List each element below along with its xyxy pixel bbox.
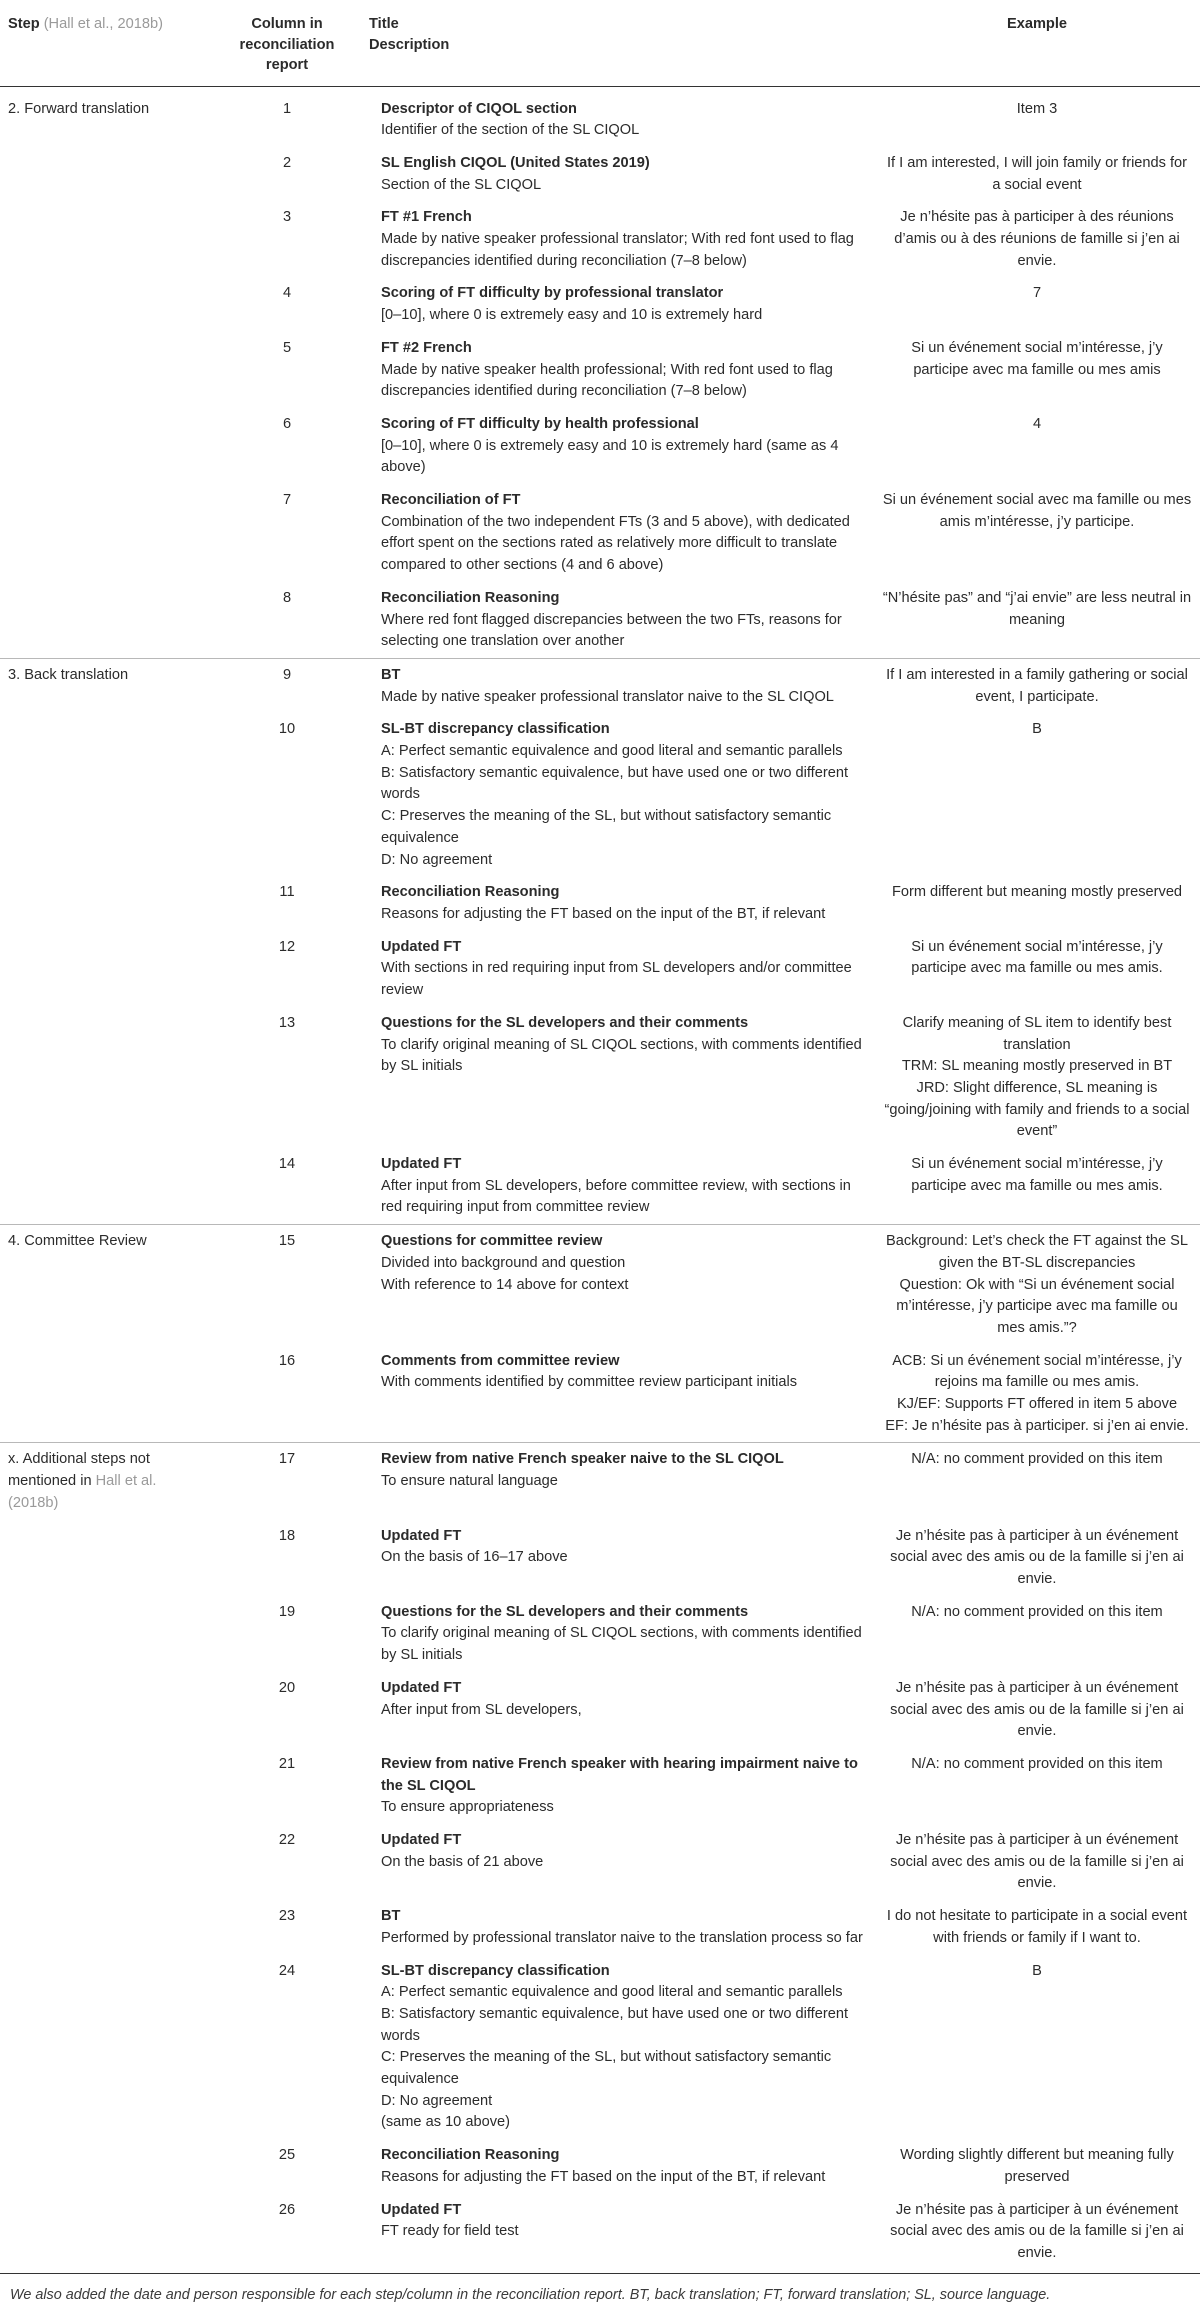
example-cell [874,1443,1200,1520]
table-row [0,1345,1200,1443]
column-number: 16 [278,1352,296,1369]
example-line: Si un événement social avec ma famille ou mes amis m’intéresse, j’y participe. [882,492,1192,530]
row-description-line: Combination of the two independent FTs (3 and 5 above), with dedicated effort spent on the sections rated as relatively more difficult to translate compared to other sections (4 and 6 above) [381,513,850,574]
example-cell [874,484,1200,582]
table-row [0,86,1200,147]
row-description-line: [0–10], where 0 is extremely easy and 10 is extremely hard [381,307,763,324]
table-row [0,582,1200,659]
example-line: TRM: SL meaning mostly preserved in BT [901,1058,1173,1075]
row-description-line: Reasons for adjusting the FT based on the input of the BT, if relevant [381,2168,826,2185]
step-label: 2. Forward translation [8,100,150,117]
header-title-description [361,0,874,86]
step-cell [0,1007,213,1148]
row-title: Updated FT [381,1679,462,1696]
row-title: Questions for committee review [381,1233,603,1250]
column-number: 9 [213,658,361,713]
column-number: 8 [282,589,292,606]
example-cell [874,408,1200,484]
step-reference: Hall et al. (2018b) [8,1473,157,1511]
column-number: 3 [282,209,292,226]
row-description-line: D: No agreement [381,2092,493,2109]
column-number: 1 [282,100,292,117]
column-number: 21 [278,1755,296,1772]
title-description-cell [361,1672,874,1748]
title-description-cell [361,931,874,1007]
table-row [0,1824,1200,1900]
row-description-line: Identifier of the section of the SL CIQOL [381,122,640,139]
example-cell [874,1955,1200,2140]
header-step [0,0,213,86]
example-cell [874,713,1200,876]
example-line: Si un événement social m’intéresse, j’y participe avec ma famille ou mes amis. [911,938,1163,977]
row-description-line: FT ready for field test [381,2223,519,2240]
example-line: Clarify meaning of SL item to identify best translation [902,1014,1172,1053]
step-cell [0,1824,213,1900]
title-description-cell [361,582,874,659]
step-cell [0,876,213,930]
example-cell [874,876,1200,930]
row-description-line: With comments identified by committee review participant initials [381,1374,798,1391]
table-row [0,876,1200,930]
row-title: Updated FT [381,1527,462,1544]
row-description-line: D: No agreement [381,851,493,868]
title-description-cell [361,1748,874,1824]
table-row [0,1007,1200,1148]
row-title: FT #1 French [381,209,472,226]
row-title: BT [381,666,401,683]
title-description-cell [361,658,874,713]
column-number: 22 [278,1832,296,1849]
example-line: If I am interested in a family gathering or social event, I participate. [886,666,1188,705]
table-row [0,713,1200,876]
step-cell [0,1672,213,1748]
row-title: SL-BT discrepancy classification [381,721,610,738]
step-cell [0,1596,213,1672]
example-line: Question: Ok with “Si un événement social m’intéresse, j’y participe avec ma famille ou mes amis.”? [896,1276,1178,1336]
column-number: 26 [213,2194,361,2274]
column-number: 18 [278,1527,296,1544]
title-description-cell [361,277,874,331]
example-cell [874,332,1200,408]
column-number: 7 [282,492,292,509]
example-line: N/A: no comment provided on this item [911,1451,1163,1468]
step-cell [0,1225,213,1345]
table-row [0,1443,1200,1520]
example-line: If I am interested, I will join family or friends for a social event [886,154,1188,193]
example-cell [874,1520,1200,1596]
title-description-cell [361,2139,874,2193]
title-description-cell [361,147,874,201]
step-cell [0,1443,213,1520]
title-description-cell [361,408,874,484]
column-number: 20 [278,1679,296,1696]
example-line: Form different but meaning mostly preserved [891,884,1183,901]
column-number: 2 [282,154,292,171]
example-line: JRD: Slight difference, SL meaning is “going/joining with family and friends to a social event” [884,1079,1190,1140]
example-cell [874,1148,1200,1225]
step-cell [0,1955,213,2140]
table-row [0,147,1200,201]
column-number: 25 [278,2147,296,2164]
title-description-cell [361,1225,874,1345]
title-description-cell [361,1148,874,1225]
row-title: Review from native French speaker naive to the SL CIQOL [381,1451,784,1468]
row-description-line: To clarify original meaning of SL CIQOL sections, with comments identified by SL initials [381,1036,862,1075]
row-description-line: After input from SL developers, before committee review, with sections in red requiring input from committee review [381,1177,851,1216]
table-body [0,86,1200,2273]
row-description-line: Made by native speaker health professional; With red font used to flag discrepancies identified during reconciliation (7–8 below) [381,361,833,400]
header-title: Title [369,16,399,32]
table-row [0,201,1200,277]
table-row [0,1748,1200,1824]
title-description-cell [361,1596,874,1672]
example-line: B [1032,1962,1042,1979]
row-title: SL English CIQOL (United States 2019) [381,154,650,171]
row-title: Scoring of FT difficulty by professional translator [381,285,724,302]
example-line: I do not hesitate to participate in a social event with friends or family if I want to. [886,1908,1188,1946]
row-title: Updated FT [381,1156,462,1173]
table-row [0,1596,1200,1672]
table-row [0,658,1200,713]
title-description-cell [361,1520,874,1596]
row-title: Questions for the SL developers and their comments [381,1603,749,1620]
row-description-line: Performed by professional translator naive to the translation process so far [381,1929,863,1946]
title-description-cell [361,484,874,582]
example-line: KJ/EF: Supports FT offered in item 5 above [896,1396,1178,1413]
step-cell [0,408,213,484]
example-cell [874,1748,1200,1824]
step-cell [0,86,213,147]
step-cell [0,713,213,876]
row-description-line: With reference to 14 above for context [381,1276,629,1293]
column-number: 13 [278,1014,296,1031]
row-title: Updated FT [381,938,462,955]
table-row [0,2139,1200,2193]
column-number: 12 [278,938,296,955]
step-cell [0,201,213,277]
example-line: B [1032,721,1042,738]
row-description-line: On the basis of 21 above [381,1853,544,1870]
column-number: 11 [279,884,295,901]
row-description-line: Made by native speaker professional translator; With red font used to flag discrepancies identified during reconciliation (7–8 below) [381,231,854,269]
table-row [0,931,1200,1007]
row-title: BT [381,1908,401,1925]
row-title: Questions for the SL developers and their comments [381,1014,749,1031]
title-description-cell [361,713,874,876]
column-number: 24 [278,1962,296,1979]
table-row [0,1900,1200,1954]
column-number: 14 [278,1156,296,1173]
table-row [0,332,1200,408]
column-number: 6 [282,415,292,432]
header-step-label: Step [8,16,40,32]
table-row [0,484,1200,582]
header-description: Description [369,36,450,53]
step-cell [0,1520,213,1596]
row-title: Updated FT [381,2201,462,2218]
example-cell [874,201,1200,277]
example-cell [874,1900,1200,1954]
example-line: Je n’hésite pas à participer à un événement social avec des amis ou de la famille si j’en ai envie. [890,2201,1184,2261]
table-row [0,1225,1200,1345]
row-title: Review from native French speaker with hearing impairment naive to the SL CIQOL [381,1755,858,1794]
row-description-line: A: Perfect semantic equivalence and good literal and semantic parallels [381,1984,843,2001]
example-line: Item 3 [1016,100,1058,117]
step-cell [0,658,213,713]
row-title: Scoring of FT difficulty by health professional [381,415,699,432]
table-row [0,2194,1200,2274]
row-description-line: With sections in red requiring input from SL developers and/or committee review [381,960,852,999]
row-description-line: Made by native speaker professional translator naive to the SL CIQOL [381,688,834,705]
example-cell [874,1824,1200,1900]
title-description-cell [361,1443,874,1520]
step-label: 4. Committee Review [8,1233,147,1250]
example-line: Je n’hésite pas à participer à un événement social avec des amis ou de la famille si j’en ai envie. [890,1832,1184,1892]
example-line: Background: Let’s check the FT against the SL given the BT-SL discrepancies [885,1233,1189,1271]
example-cell [874,2194,1200,2274]
step-cell [0,582,213,659]
step-label: x. Additional steps not mentioned in [8,1451,150,1490]
row-description-line: After input from SL developers, [381,1701,582,1718]
row-description-line: Where red font flagged discrepancies between the two FTs, reasons for selecting one translation over another [381,611,842,650]
row-description-line: B: Satisfactory semantic equivalence, but have used one or two different words [381,764,848,803]
example-line: N/A: no comment provided on this item [911,1603,1163,1620]
step-cell [0,147,213,201]
title-description-cell [361,332,874,408]
row-title: Comments from committee review [381,1352,620,1369]
header-step-reference: (Hall et al., 2018b) [43,16,163,32]
step-cell [0,1900,213,1954]
title-description-cell [361,1007,874,1148]
step-cell [0,1748,213,1824]
title-description-cell [361,201,874,277]
step-label: 3. Back translation [8,666,129,683]
example-cell [874,931,1200,1007]
title-description-cell [361,876,874,930]
example-line: Si un événement social m’intéresse, j’y participe avec ma famille ou mes amis. [911,1156,1163,1194]
example-line: Je n’hésite pas à participer à des réunions d’amis ou à des réunions de famille si j’en ai envie. [894,209,1180,269]
example-cell [874,277,1200,331]
table-row [0,1148,1200,1225]
example-cell [874,1007,1200,1148]
title-description-cell [361,86,874,147]
step-cell [0,277,213,331]
row-description-line: C: Preserves the meaning of the SL, but without satisfactory semantic equivalence [381,2049,832,2088]
row-title: Updated FT [381,1832,462,1849]
step-cell [0,1345,213,1443]
header-column: Column in reconciliation report [213,0,361,86]
step-cell [0,332,213,408]
row-description-line: B: Satisfactory semantic equivalence, but have used one or two different words [381,2005,848,2044]
table-footnote: We also added the date and person responsible for each step/column in the reconciliation report. BT, back translation; FT, forward translation; SL, source language. [10,2286,1051,2303]
row-title: Reconciliation Reasoning [381,2147,560,2164]
row-title: Descriptor of CIQOL section [381,100,577,117]
header-example: Example [874,0,1200,86]
row-description-line: Divided into background and question [381,1254,626,1271]
example-line: N/A: no comment provided on this item [911,1755,1163,1772]
example-cell [874,582,1200,659]
title-description-cell [361,1824,874,1900]
example-cell [874,86,1200,147]
step-cell [0,2139,213,2193]
example-cell [874,1596,1200,1672]
example-cell [874,1672,1200,1748]
table-row [0,277,1200,331]
example-cell [874,147,1200,201]
row-title: FT #2 French [381,339,472,356]
column-number: 4 [282,285,292,302]
title-description-cell [361,1345,874,1443]
row-description-line: To ensure appropriateness [381,1799,554,1816]
example-cell [874,1345,1200,1443]
title-description-cell [361,1900,874,1954]
row-description-line: To ensure natural language [381,1473,558,1490]
table-row [0,1955,1200,2140]
step-cell [0,931,213,1007]
row-description-line: To clarify original meaning of SL CIQOL sections, with comments identified by SL initials [381,1625,862,1664]
row-description-line: Reasons for adjusting the FT based on the input of the BT, if relevant [381,906,826,922]
example-line: 7 [1032,285,1042,302]
row-title: Reconciliation Reasoning [381,589,560,606]
example-cell [874,1225,1200,1345]
example-cell [874,2139,1200,2193]
example-line: Wording slightly different but meaning fully preserved [900,2147,1174,2185]
step-cell [0,1148,213,1225]
column-number: 5 [282,339,292,356]
row-title: Reconciliation of FT [381,492,521,509]
example-line: 4 [1032,415,1042,432]
example-line: ACB: Si un événement social m’intéresse, j’y rejoins ma famille ou mes amis. [892,1352,1182,1391]
example-line: Si un événement social m’intéresse, j’y participe avec ma famille ou mes amis [911,339,1163,378]
row-title: Reconciliation Reasoning [381,884,560,901]
row-description-line: On the basis of 16–17 above [381,1549,568,1566]
example-line: Je n’hésite pas à participer à un événement social avec des amis ou de la famille si j’en ai envie. [890,1679,1184,1740]
example-line: “N’hésite pas” and “j’ai envie” are less neutral in meaning [882,589,1192,628]
table-row [0,1672,1200,1748]
title-description-cell [361,2194,874,2274]
example-line: Je n’hésite pas à participer à un événement social avec des amis ou de la famille si j’en ai envie. [890,1527,1184,1587]
column-number: 23 [278,1908,296,1925]
step-cell [0,484,213,582]
row-description-line: [0–10], where 0 is extremely easy and 10 is extremely hard (same as 4 above) [381,437,839,476]
row-description-line: C: Preserves the meaning of the SL, but without satisfactory semantic equivalence [381,808,832,846]
column-number: 15 [213,1225,361,1345]
column-number: 10 [278,721,296,738]
table-header [0,0,1200,86]
table-row [0,408,1200,484]
title-description-cell [361,1955,874,2140]
row-description-line: (same as 10 above) [381,2114,510,2131]
example-cell [874,658,1200,713]
table-row [0,1520,1200,1596]
example-line: EF: Je n’hésite pas à participer. si j’en ai envie. [885,1417,1189,1434]
row-title: SL-BT discrepancy classification [381,1962,610,1979]
step-cell [0,2194,213,2274]
row-description-line: Section of the SL CIQOL [381,176,542,193]
row-description-line: A: Perfect semantic equivalence and good literal and semantic parallels [381,743,843,760]
column-number: 19 [278,1603,296,1620]
column-number: 17 [213,1443,361,1520]
